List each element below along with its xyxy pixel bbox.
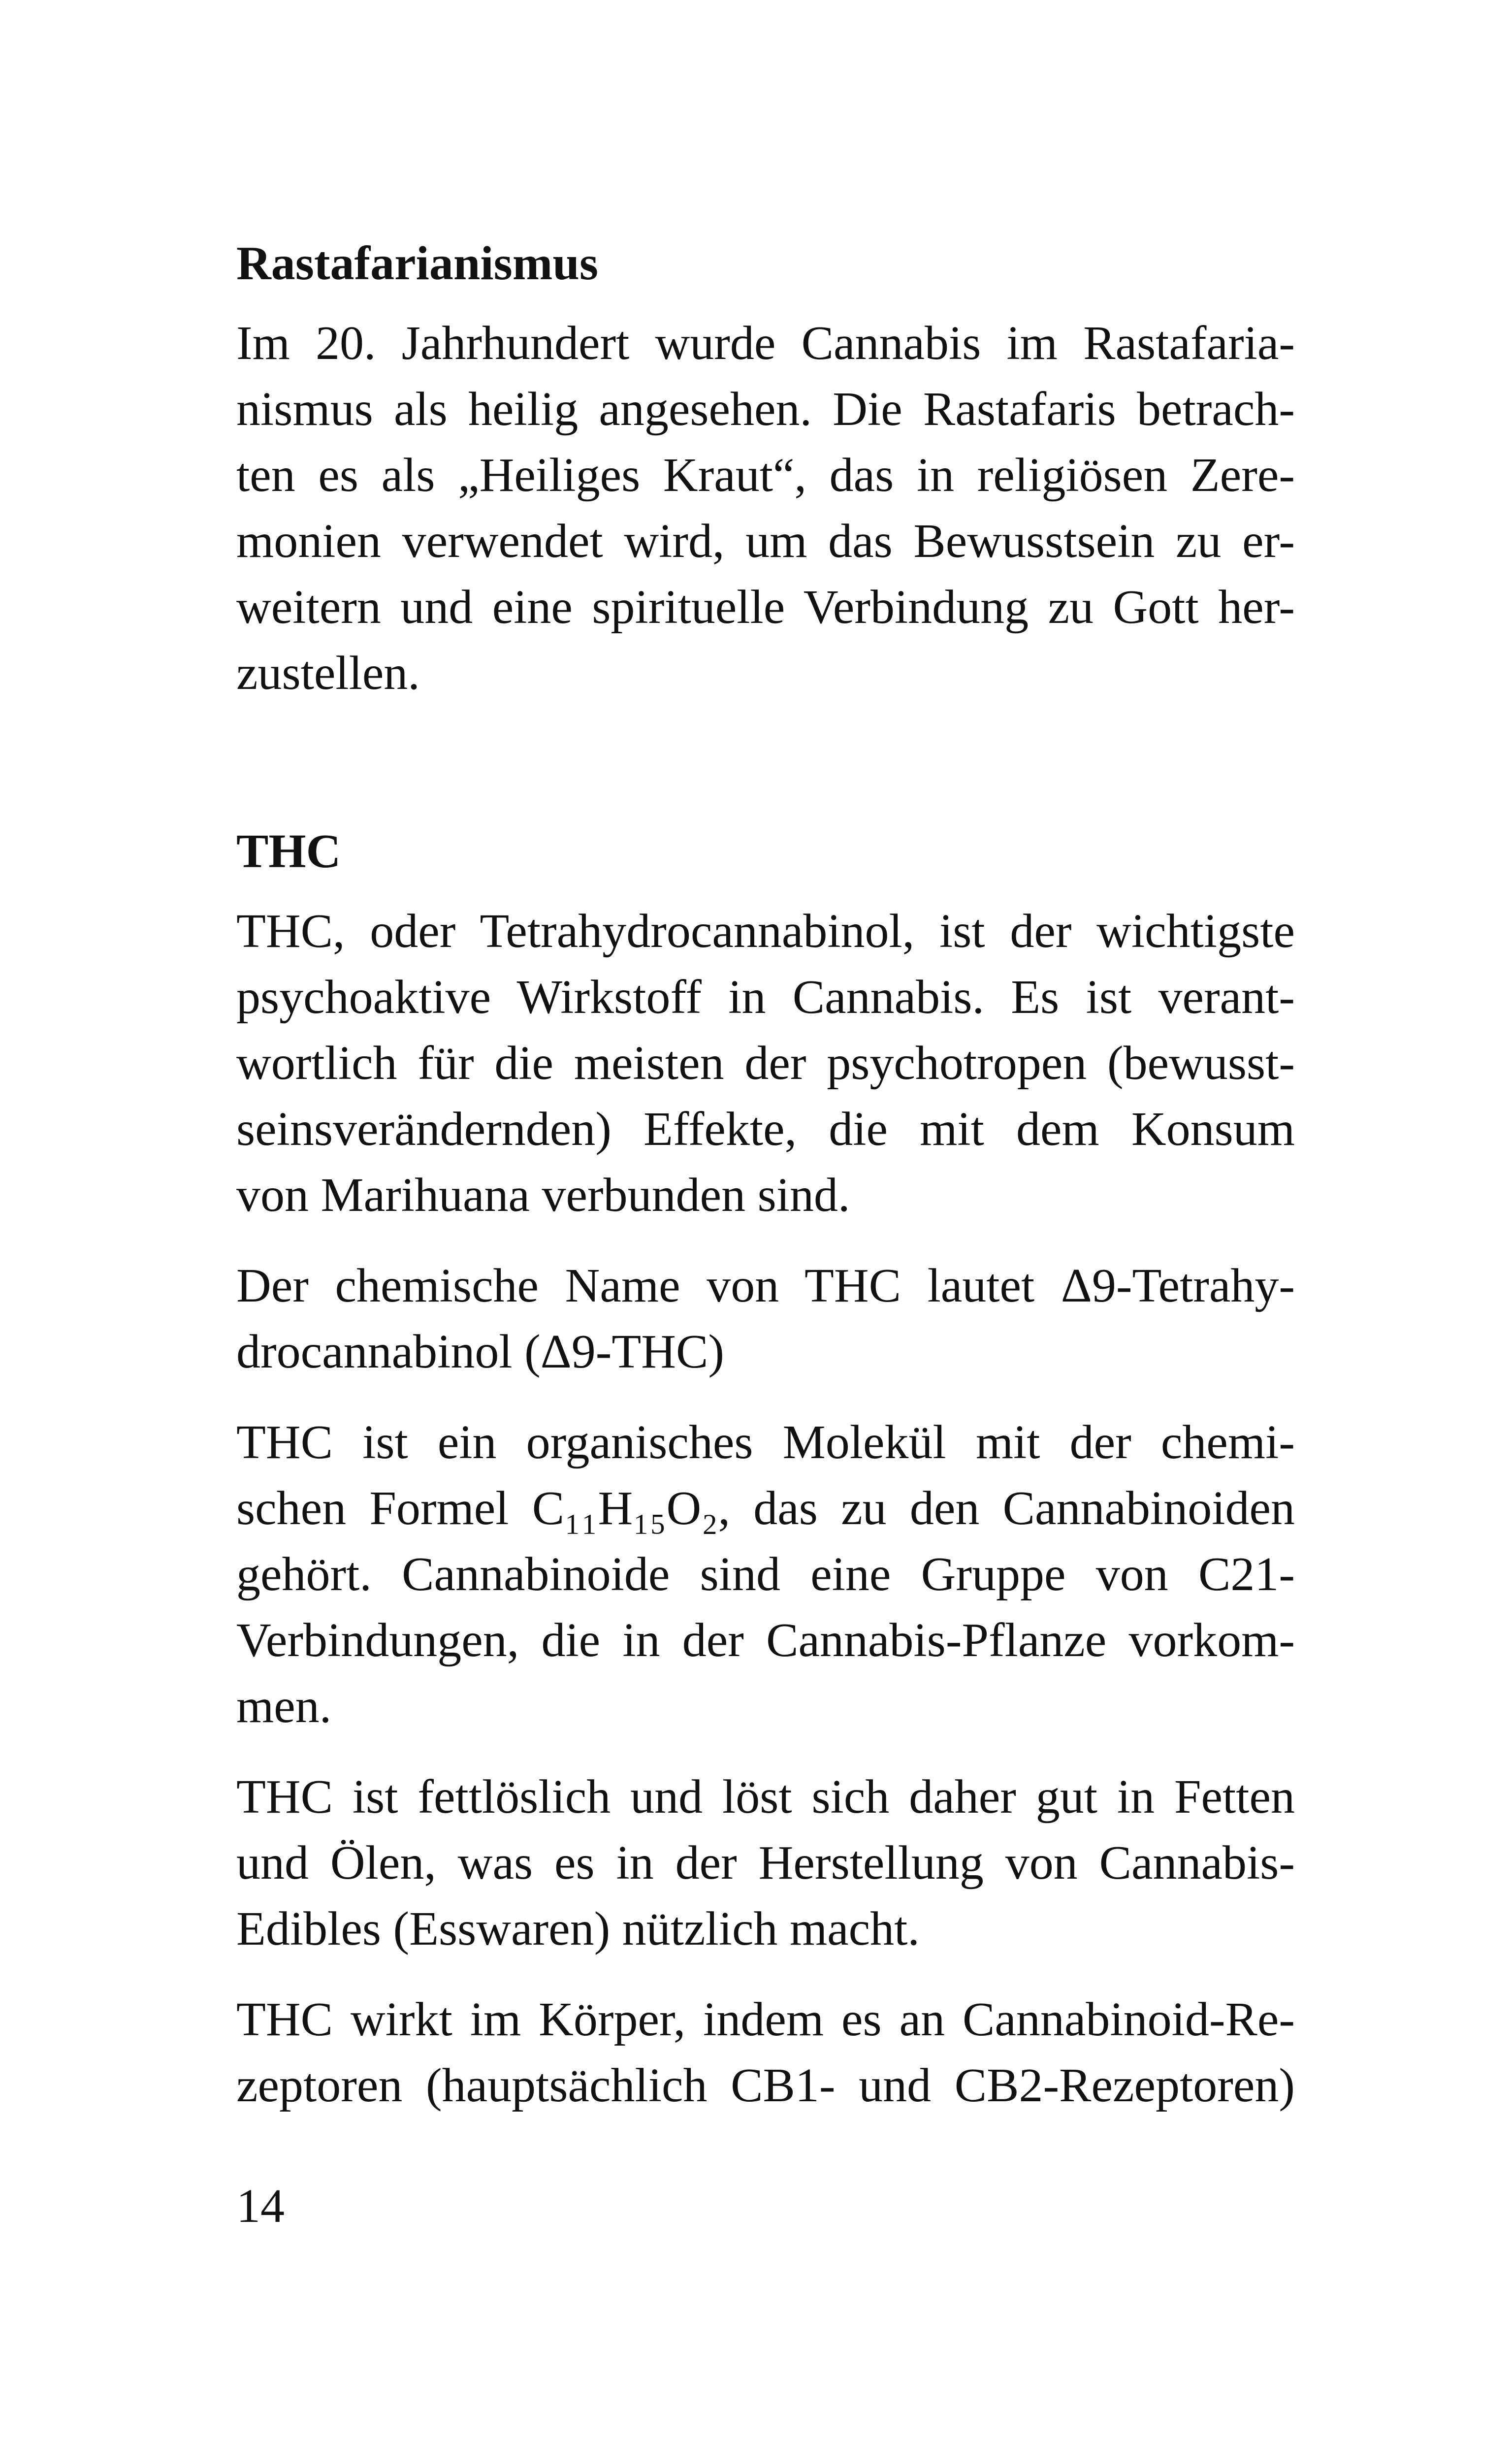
text-line: wortlich für die meisten der psychotropen (bewusst-: [236, 1037, 1295, 1090]
text-line: und Ölen, was es in der Herstellung von Cannabis-: [236, 1836, 1295, 1889]
text-line: monien verwendet wird, um das Bewusstsein zu er-: [236, 515, 1295, 568]
text-line: Der chemische Name von THC lautet Δ9-Tetrahy-: [236, 1259, 1295, 1312]
text-line: THC ist fettlöslich und löst sich daher gut in Fetten: [236, 1770, 1295, 1824]
text-line: schen Formel C₁₁H₁₅O₂, das zu den Cannabinoiden: [236, 1482, 1295, 1535]
book-page: [236, 231, 1295, 2143]
text-line: ten es als „Heiliges Kraut“, das in religiösen Zere-: [236, 449, 1295, 502]
paragraph: [236, 1253, 1295, 1385]
text-line: Edibles (Esswaren) nützlich macht.: [236, 1902, 920, 1955]
text-line: men.: [236, 1680, 332, 1733]
text-line: Im 20. Jahrhundert wurde Cannabis im Rastafaria-: [236, 317, 1295, 370]
text-line: zeptoren (hauptsächlich CB1- und CB2-Rezeptoren): [236, 2059, 1295, 2112]
text-line: THC, oder Tetrahydrocannabinol, ist der wichtigste: [236, 905, 1295, 958]
text-line: seinsverändernden) Effekte, die mit dem Konsum: [236, 1103, 1295, 1156]
text-line: gehört. Cannabinoide sind eine Gruppe von C21-: [236, 1548, 1295, 1601]
text-line: nismus als heilig angesehen. Die Rastafaris betrach-: [236, 383, 1295, 436]
paragraph: [236, 1764, 1295, 1962]
paragraph: [236, 898, 1295, 1228]
text-line: zustellen.: [236, 647, 420, 700]
paragraph: [236, 1987, 1295, 2118]
text-line: psychoaktive Wirkstoff in Cannabis. Es ist verant-: [236, 971, 1295, 1024]
paragraph: [236, 1409, 1295, 1739]
text-line: Verbindungen, die in der Cannabis-Pflanze vorkom-: [236, 1614, 1295, 1667]
paragraph: [236, 310, 1295, 706]
text-line: weitern und eine spirituelle Verbindung zu Gott her-: [236, 581, 1295, 634]
section-heading-rastafarianismus: Rastafarianismus: [236, 237, 599, 290]
text-line: drocannabinol (Δ9-THC): [236, 1325, 725, 1378]
text-line: THC ist ein organisches Molekül mit der chemi-: [236, 1416, 1295, 1469]
section-heading-thc: THC: [236, 825, 341, 878]
text-line: von Marihuana verbunden sind.: [236, 1169, 850, 1222]
page-number: 14: [236, 2180, 285, 2233]
text-line: THC wirkt im Körper, indem es an Cannabinoid-Re-: [236, 1993, 1295, 2046]
